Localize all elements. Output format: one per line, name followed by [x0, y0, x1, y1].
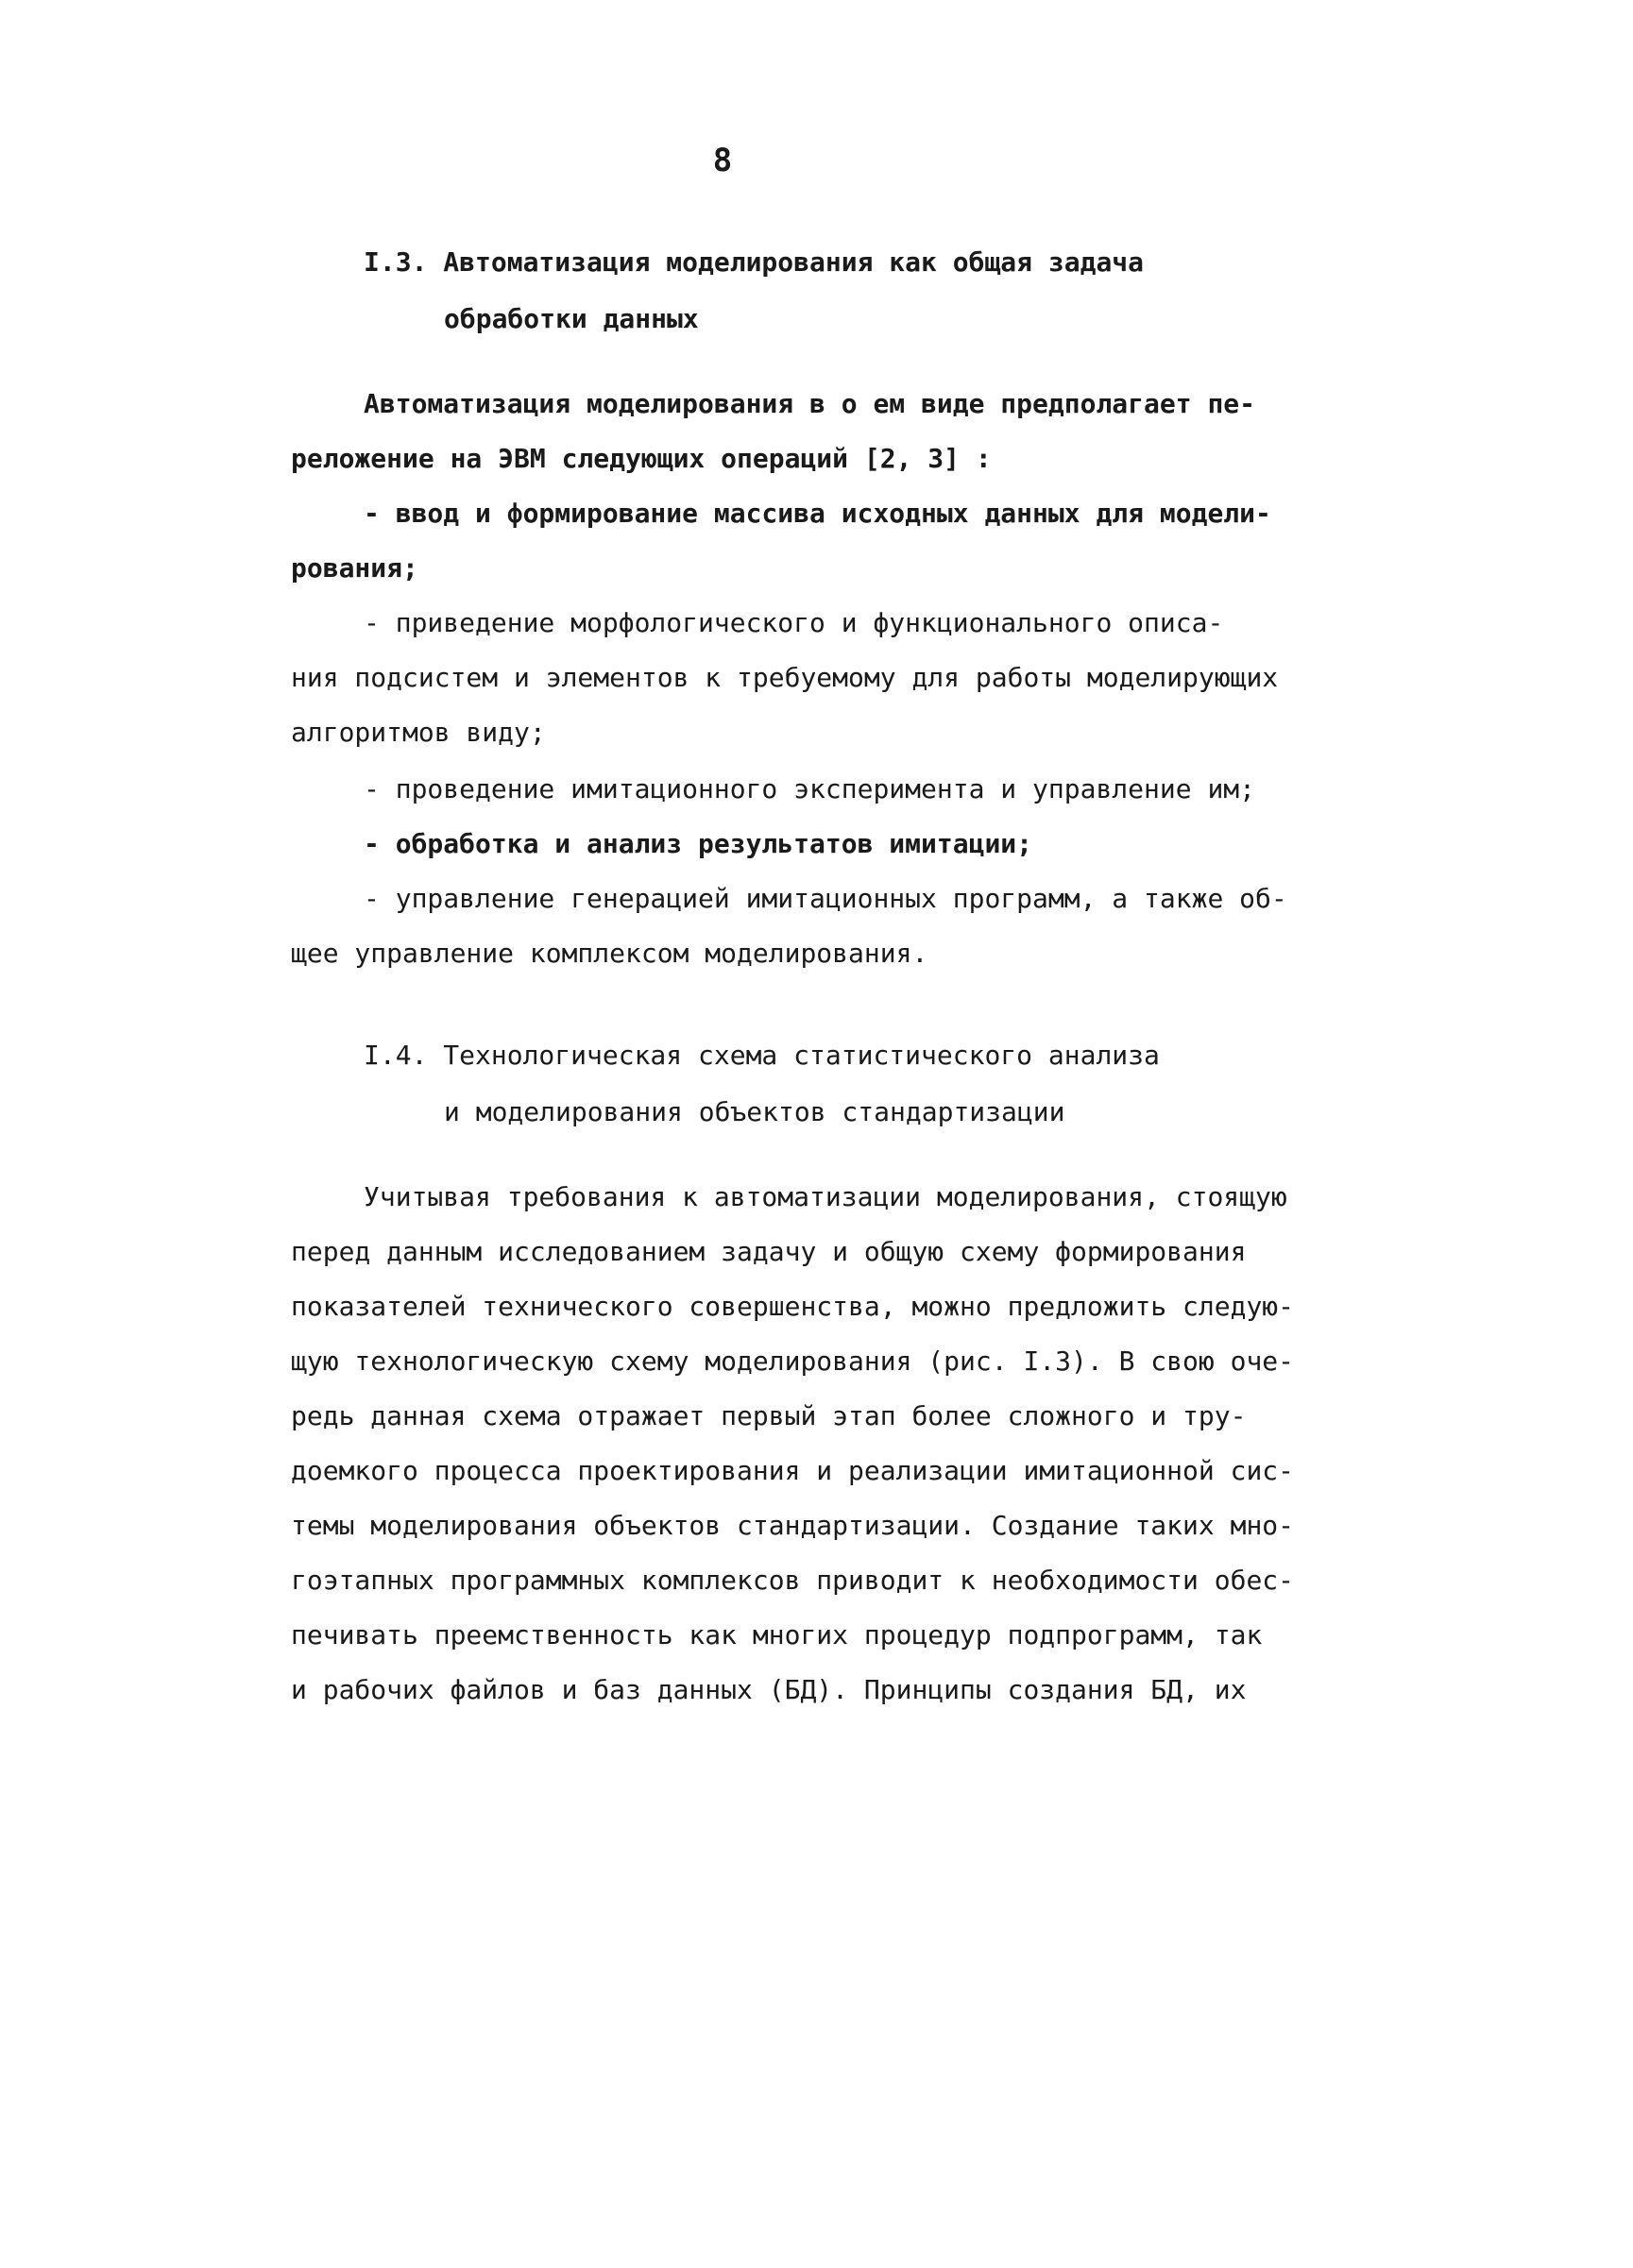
page-number: 8 — [712, 142, 733, 179]
paragraph-line-10: и рабочих файлов и баз данных (БД). Принципы создания БД, их — [291, 1674, 1247, 1705]
list-item-4-line1: - обработка и анализ результатов имитации; — [364, 828, 1033, 859]
list-item-5-line1: - управление генерацией имитационных программ, а также об- — [364, 883, 1287, 914]
paragraph-line-1: Учитывая требования к автоматизации моделирования, стоящую — [364, 1181, 1287, 1212]
section-heading-1-4-line1: I.4. Технологическая схема статистического анализа — [364, 1040, 1160, 1071]
list-item-2-line3: алгоритмов виду; — [291, 717, 546, 748]
list-item-2-line1: - приведение морфологического и функционального описа- — [364, 607, 1224, 638]
paragraph-line-2: перед данным исследованием задачу и общую схему формирования — [291, 1236, 1247, 1267]
paragraph-line-8: гоэтапных программных комплексов приводит к необходимости обес- — [291, 1565, 1295, 1596]
list-item-1-line1: - ввод и формирование массива исходных данных для модели- — [364, 498, 1271, 529]
intro-line-2: реложение на ЭВМ следующих операций [2, 3] : — [291, 443, 992, 474]
paragraph-line-3: показателей технического совершенства, можно предложить следую- — [291, 1291, 1295, 1322]
section-heading-1-4-line2: и моделирования объектов стандартизации — [444, 1096, 1065, 1127]
intro-line-1: Автоматизация моделирования в о ем виде предполагает пе- — [364, 388, 1256, 419]
section-heading-1-3-line1: I.3. Автоматизация моделирования как общая задача — [364, 246, 1145, 278]
paragraph-line-9: печивать преемственность как многих процедур подпрограмм, так — [291, 1619, 1263, 1650]
list-item-5-line2: щее управление комплексом моделирования. — [291, 938, 928, 969]
paragraph-line-5: редь данная схема отражает первый этап более сложного и тру- — [291, 1400, 1247, 1431]
list-item-3-line1: - проведение имитационного эксперимента и управление им; — [364, 773, 1256, 804]
paragraph-line-7: темы моделирования объектов стандартизации. Создание таких мно- — [291, 1510, 1295, 1541]
section-heading-1-3-line2: обработки данных — [444, 303, 699, 334]
list-item-2-line2: ния подсистем и элементов к требуемому для работы моделирующих — [291, 662, 1279, 693]
list-item-1-line2: рования; — [291, 552, 418, 584]
paragraph-line-4: щую технологическую схему моделирования (рис. I.3). В свою оче- — [291, 1346, 1295, 1377]
paragraph-line-6: доемкого процесса проектирования и реализации имитационной сис- — [291, 1455, 1295, 1486]
